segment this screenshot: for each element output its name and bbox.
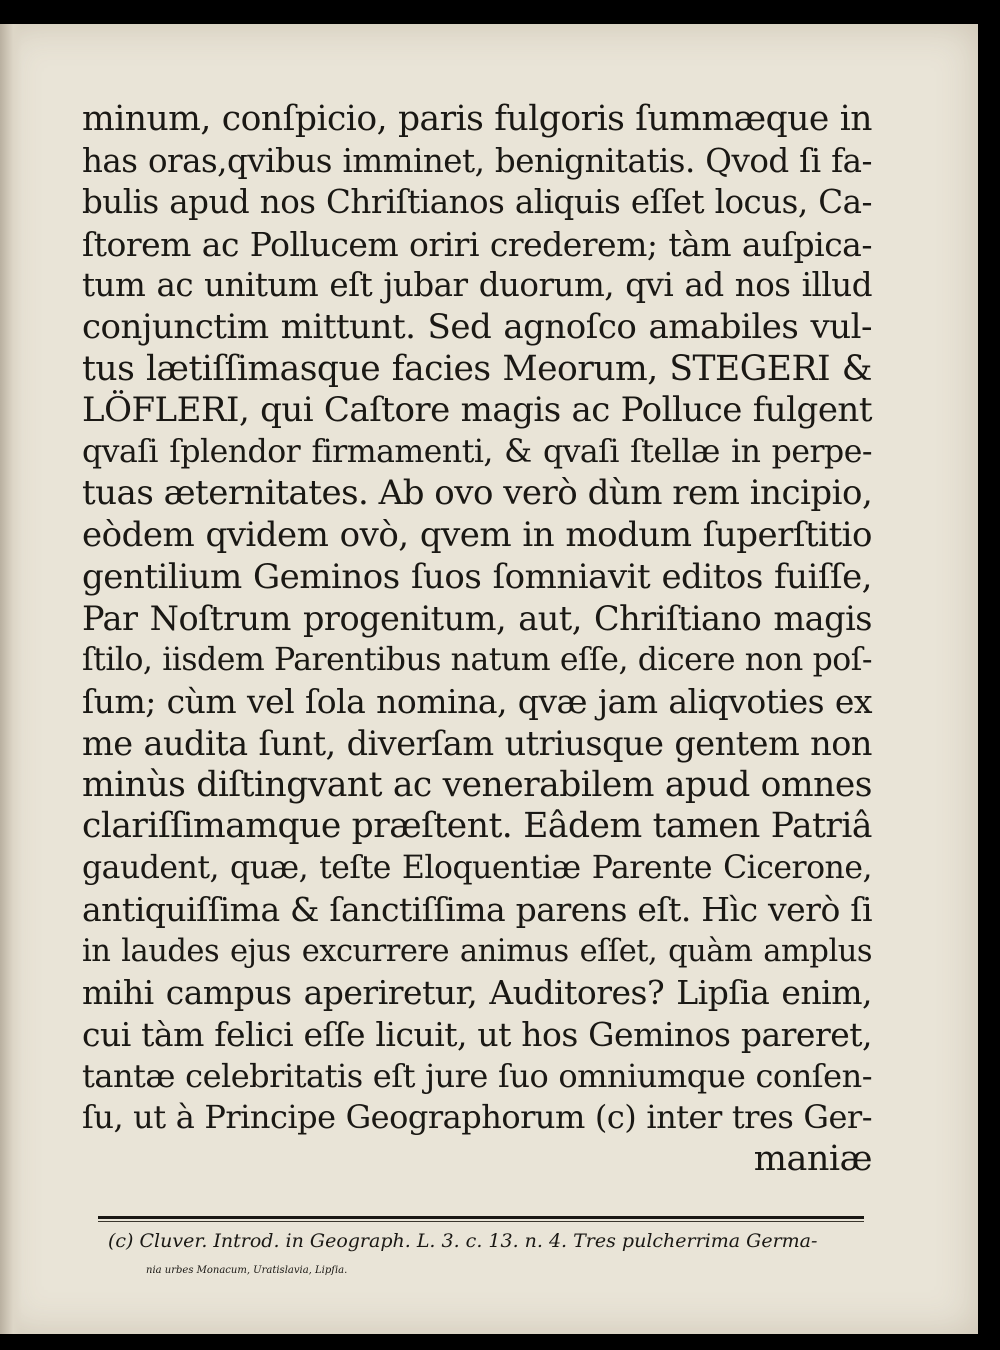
text-line: ſtorem ac Pollucem oriri crederem; tàm auſpica- xyxy=(82,224,872,264)
text-line: me audita ſunt, diverſam utriusque gentem non xyxy=(82,723,872,763)
text-line: has oras,qvibus imminet, benignitatis. Qvod ſi fa- xyxy=(82,141,872,180)
text-line: minùs diſtingvant ac venerabilem apud omnes xyxy=(82,764,872,805)
text-line: mihi campus aperiretur, Auditores? Lipſia enim, xyxy=(82,973,872,1013)
text-line: Par Noſtrum progenitum, aut, Chriſtiano magis xyxy=(82,599,872,639)
page-spine-shadow xyxy=(0,24,22,1334)
text-line: clariſſimamque præſtent. Eâdem tamen Patriâ xyxy=(82,806,872,847)
text-line: ſtilo, iisdem Parentibus natum eſſe, dicere non poſ- xyxy=(82,641,872,678)
footnote-rule-thin xyxy=(98,1221,864,1222)
footnote-line: (c) Cluver. Introd. in Geograph. L. 3. c. 13. n. 4. Tres pulcherrima Germa- xyxy=(108,1230,818,1252)
text-line: ſu, ut à Principe Geographorum (c) inter tres Ger- xyxy=(82,1098,872,1137)
text-line: tum ac unitum eſt jubar duorum, qvi ad nos illud xyxy=(82,266,872,305)
text-line: antiquiſſima & ſanctiſſima parens eſt. Hìc verò ſi xyxy=(82,890,872,930)
text-line: conjunctim mittunt. Sed agnoſco amabiles vul- xyxy=(82,306,872,347)
catchword: maniæ xyxy=(753,1138,872,1179)
text-line: bulis apud nos Chriſtianos aliquis eſſet locus, Ca- xyxy=(82,183,872,222)
text-line: tus lætiſſimasque facies Meorum, STEGERI & xyxy=(82,348,872,389)
text-line: tantæ celebritatis eſt jure ſuo omniumque conſen- xyxy=(82,1056,872,1095)
text-line: qvaſi ſplendor firmamenti, & qvaſi ſtellæ in perpe- xyxy=(82,433,872,470)
footnote-rule xyxy=(98,1216,864,1219)
text-line: ſum; cùm vel ſola nomina, qvæ jam aliqvoties ex xyxy=(82,682,872,722)
text-line: minum, conſpicio, paris fulgoris ſummæque in xyxy=(82,99,872,139)
text-line: LÖFLERI, qui Caſtore magis ac Polluce fulgent xyxy=(82,390,872,431)
footnote xyxy=(108,1226,868,1286)
text-line: eòdem qvidem ovò, qvem in modum ſuperſtitio xyxy=(82,514,872,555)
text-line: in laudes ejus excurrere animus eſſet, quàm amplus xyxy=(82,933,872,969)
text-line: gaudent, quæ, teſte Eloquentiæ Parente Cicerone, xyxy=(82,849,872,886)
text-line: tuas æternitates. Ab ovo verò dùm rem incipio, xyxy=(82,473,873,514)
footnote-line: nia urbes Monacum, Uratislavia, Lipſia. xyxy=(146,1265,348,1276)
text-line: gentilium Geminos ſuos ſomniavit editos fuiſſe, xyxy=(82,556,872,597)
body-text xyxy=(82,99,872,1180)
text-line: cui tàm felici eſſe licuit, ut hos Geminos pareret, xyxy=(82,1015,872,1055)
